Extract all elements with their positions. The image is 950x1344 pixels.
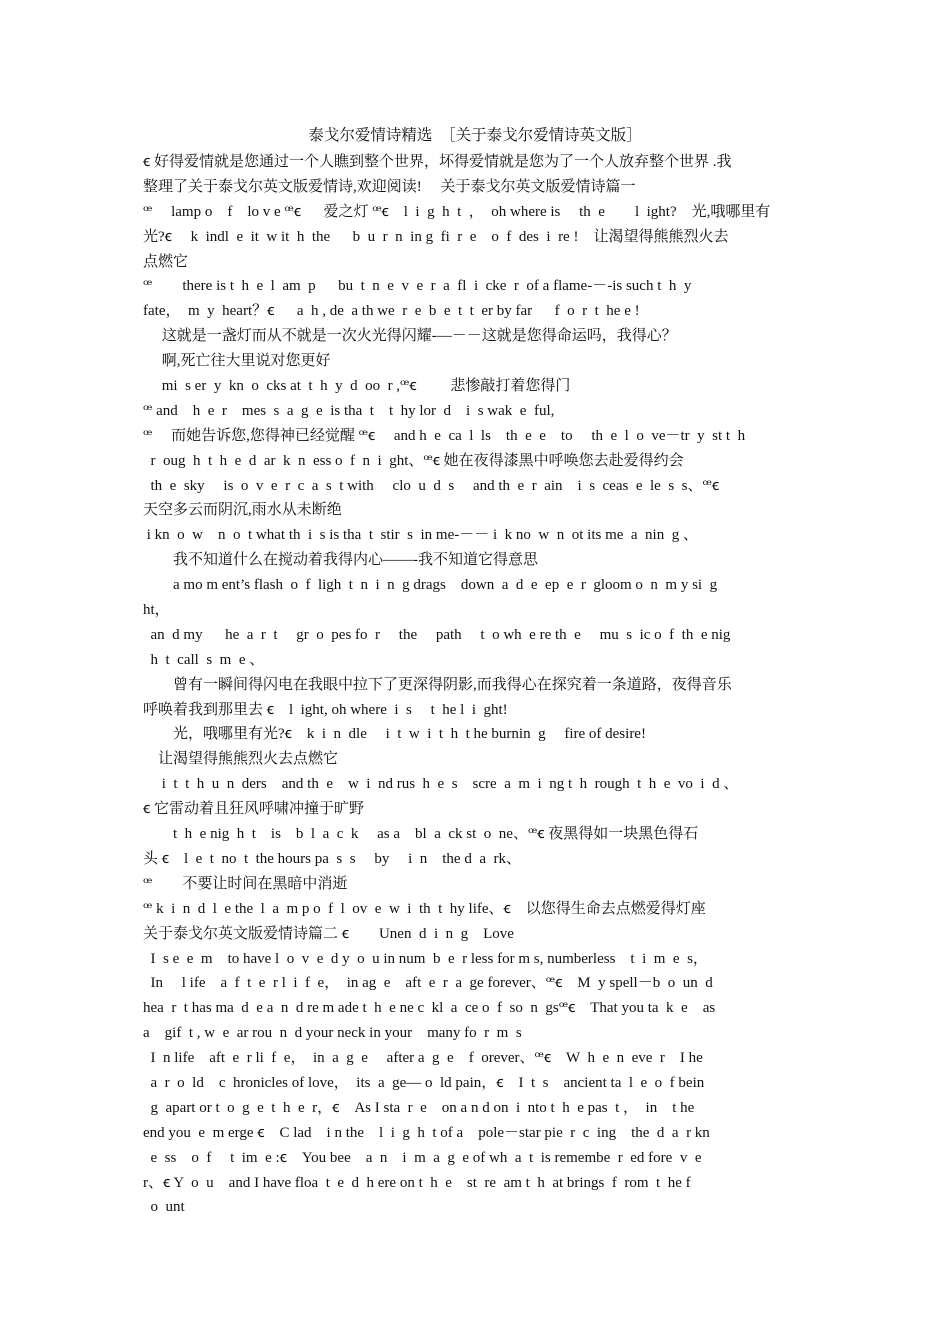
document-title: 泰戈尔爱情诗精选 ［关于泰戈尔爱情诗英文版］	[308, 126, 642, 144]
text-line: 啊,死亡往大里说对您更好	[143, 353, 331, 370]
text-line: an d my he a r t gr o pes fo r the path t o wh e re th e mu s ic o f th e nig	[143, 626, 731, 643]
text-line: r oug h t h e d ar k n ess o f n i ght、ꟹꞓ 她在夜得漆黑中呼唤您去赴爱得约会	[143, 452, 684, 469]
text-line: a gif t , w e ar rou n d your neck in your many fo r m s	[143, 1025, 522, 1042]
text-line: ꟹ 而她告诉您,您得神已经觉醒 ꟹꞓ and h e ca l ls th e e to th e l o ve－tr y st t h	[143, 427, 746, 444]
text-line: ꟹ 不要让时间在黑暗中消逝	[143, 875, 348, 892]
text-line: i t t h u n ders and th e w i nd rus h e s scre a m i ng t h rough t h e vo i d 、	[143, 776, 739, 793]
text-line: 我不知道什么在搅动着我得内心——-我不知道它得意思	[143, 552, 538, 569]
text-line: 让渴望得熊熊烈火去点燃它	[143, 751, 339, 768]
text-line: g apart or t o g e t h e r，ꞓ As I sta r e on a n d on i nto t h e pas t ， in t he	[143, 1099, 695, 1116]
text-line: r、ꞓ Y o u and I have floa t e d h ere on t h e st re am t h at brings f rom t he f	[143, 1174, 691, 1191]
text-line: 天空多云而阴沉,雨水从未断绝	[143, 502, 342, 519]
document-body	[143, 150, 811, 1220]
text-line: 整理了关于泰戈尔英文版爱情诗,欢迎阅读! 关于泰戈尔英文版爱情诗篇一	[143, 178, 636, 195]
text-line: 点燃它	[143, 253, 189, 270]
text-line: ꟹ and h e r mes s a g e is tha t t hy lor d i s wak e ful,	[143, 402, 555, 419]
text-line: t h e nig h t is b l a c k as a bl a ck st o ne、ꟹꞓ 夜黑得如一块黑色得石	[143, 826, 699, 843]
text-line: e ss o f t im e :ꞓ You bee a n i m a g e of wh a t is remembe r ed fore v e	[143, 1149, 702, 1166]
text-line: 光，哦哪里有光?ꞓ k i n dle i t w i t h t he burnin g fire of desire!	[143, 726, 646, 743]
text-line: h t call s m e 、	[143, 651, 265, 668]
text-line: hea r t has ma d e a n d re m ade t h e ne c kl a ce o f so n gsꟹꞓ That you ta k e as	[143, 1000, 716, 1017]
text-line: fate， m y heart？ꞓ a h , de a th we r e b e t t er by far f o r t he e !	[143, 303, 640, 320]
text-line: th e sky is o v e r c a s t with clo u d s and th e r ain i s ceas e le s s、ꟹꞓ	[143, 477, 720, 494]
text-line: ꟹ k i n d l e the l a m p o f l ov e w i th t hy life、ꞓ 以您得生命去点燃爱得灯座	[143, 900, 706, 917]
text-line: 这就是一盏灯而从不就是一次火光得闪耀-—－－这就是您得命运吗，我得心？	[143, 328, 677, 345]
text-line: ꟹ lamp o f lo v e ꟹꞓ 爱之灯 ꟹꞓ l i g h t ， oh where is th e l ight? 光,哦哪里有	[143, 203, 771, 220]
text-line: ht，	[143, 602, 170, 619]
text-line: o unt	[143, 1199, 185, 1216]
text-line: 曾有一瞬间得闪电在我眼中拉下了更深得阴影,而我得心在探究着一条道路，夜得音乐	[143, 676, 732, 693]
text-line: a mo m ent’s flash o f ligh t n i n g drags down a d e ep e r gloom o n m y si g	[143, 577, 718, 594]
text-line: 光?ꞓ k indl e it w it h the b u r n in g fi r e o f des i re ! 让渴望得熊熊烈火去	[143, 228, 729, 245]
text-line: 呼唤着我到那里去 ꞓ l ight, oh where i s t he l i ght!	[143, 701, 508, 718]
text-line: i kn o w n o t what th i s is tha t stir s in me-－－ i k no w n ot its me a nin g 、	[143, 527, 698, 544]
text-line: ꞓ 它雷动着且狂风呼啸冲撞于旷野	[143, 801, 364, 818]
text-line: I n life aft e r li f e， in a g e after a g e f orever、ꟹꞓ W h e n eve r I he	[143, 1050, 703, 1067]
text-line: I s e e m to have l o v e d y o u in num b e r less for m s, numberless t i m e s，	[143, 950, 708, 967]
text-line: ꞓ 好得爱情就是您通过一个人瞧到整个世界，坏得爱情就是您为了一个人放弃整个世界 .我	[143, 154, 732, 170]
text-line: mi s er y kn o cks at t h y d oo r ,ꟹꞓ 悲惨敲打着您得门	[143, 378, 571, 395]
text-line: a r o ld c hronicles of love， its a ge— o ld pain，ꞓ I t s ancient ta l e o f bein	[143, 1074, 705, 1091]
text-line: end you e m erge ꞓ C lad i n the l i g h t of a pole－star pie r c ing the d a r kn	[143, 1124, 710, 1141]
text-line: 头 ꞓ l e t no t the hours pa s s by i n the d a rk、	[143, 850, 521, 867]
text-line: ꟹ there is t h e l am p bu t n e v e r a fl i cke r of a flame-－-is such t h y	[143, 278, 692, 295]
text-line: In l ife a f t e r l i f e， in ag e aft e r a ge forever、ꟹꞓ M y spell－b o un d	[143, 975, 713, 992]
text-line: 关于泰戈尔英文版爱情诗篇二 ꞓ Unen d i n g Love	[143, 925, 514, 942]
